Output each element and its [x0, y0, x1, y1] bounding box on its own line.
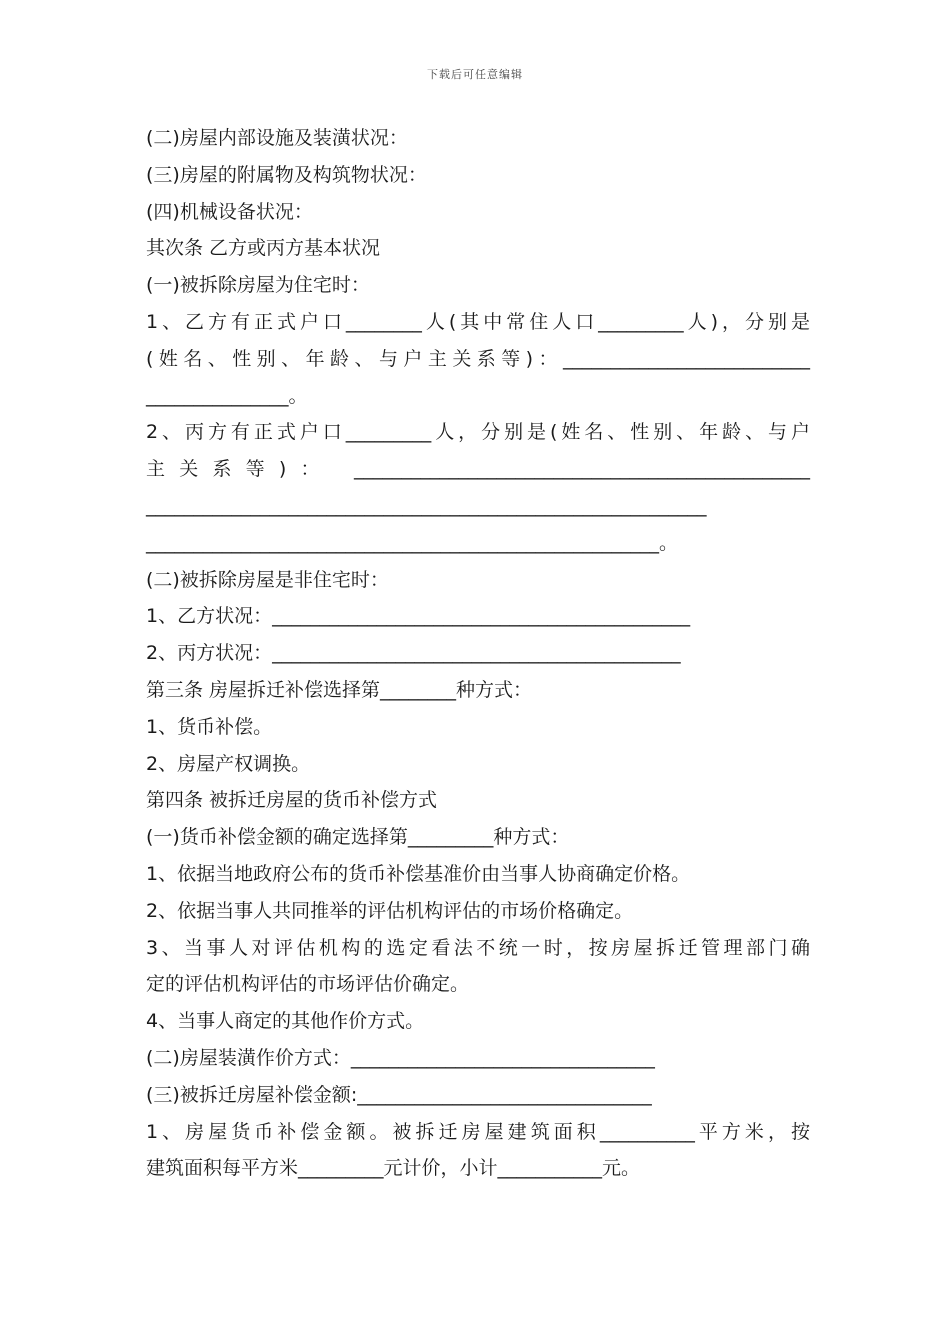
- clause-line: 建筑面积每平方米_________元计价，小计___________元。: [146, 1157, 641, 1180]
- clause-line: 1、依据当地政府公布的货币补偿基准价由当事人协商确定价格。: [146, 862, 691, 885]
- clause-line: 主关系等)： ________________________________________________: [146, 458, 810, 481]
- clause-line: (二)房屋装潢作价方式：________________________________: [146, 1046, 655, 1069]
- clause-line: (二)房屋内部设施及装潢状况：: [146, 127, 408, 149]
- clause-line: 2、房屋产权调换。: [146, 752, 311, 775]
- clause-line: ______________________________________________________。: [146, 531, 679, 554]
- clause-line: _______________。: [146, 384, 308, 407]
- clause-line: (三)被拆迁房屋补偿金额:_______________________________: [146, 1083, 652, 1106]
- clause-line: (四)机械设备状况：: [146, 200, 313, 223]
- clause-line: 4、当事人商定的其他作价方式。: [146, 1010, 425, 1033]
- clause-line: 1、乙方状况：____________________________________________: [146, 605, 691, 628]
- clause-line: 2、丙方有正式户口_________人，分别是(姓名、性别、年龄、与户: [146, 421, 810, 444]
- clause-line: (三)房屋的附属物及构筑物状况：: [146, 163, 427, 186]
- clause-line: 1、房屋货币补偿金额。被拆迁房屋建筑面积__________平方米，按: [146, 1120, 810, 1143]
- clause-line: 2、丙方状况：___________________________________________: [146, 642, 681, 665]
- clause-line: (姓名、性别、年龄、与户主关系等)：__________________________: [146, 347, 810, 370]
- page-header-watermark: 下载后可任意编辑: [427, 68, 523, 81]
- clause-line: (一)货币补偿金额的确定选择第_________种方式：: [146, 826, 570, 849]
- clause-line: 定的评估机构评估的市场评估价确定。: [146, 973, 470, 996]
- clause-line: 1、乙方有正式户口________人(其中常住人口_________人)，分别是: [146, 310, 810, 333]
- clause-line: 3、当事人对评估机构的选定看法不统一时，按房屋拆迁管理部门确: [146, 936, 810, 959]
- section-heading: 其次条 乙方或丙方基本状况: [146, 237, 381, 260]
- section-heading: 第四条 被拆迁房屋的货币补偿方式: [146, 789, 438, 812]
- document-body: [146, 120, 810, 1187]
- clause-line: ___________________________________________________________: [146, 494, 707, 517]
- clause-line: 1、货币补偿。: [146, 715, 273, 738]
- clause-line: 2、依据当事人共同推举的评估机构评估的市场价格确定。: [146, 899, 634, 922]
- clause-line: (二)被拆除房屋是非住宅时：: [146, 568, 389, 591]
- clause-line: (一)被拆除房屋为住宅时：: [146, 274, 370, 297]
- section-heading: 第三条 房屋拆迁补偿选择第________种方式：: [146, 678, 533, 701]
